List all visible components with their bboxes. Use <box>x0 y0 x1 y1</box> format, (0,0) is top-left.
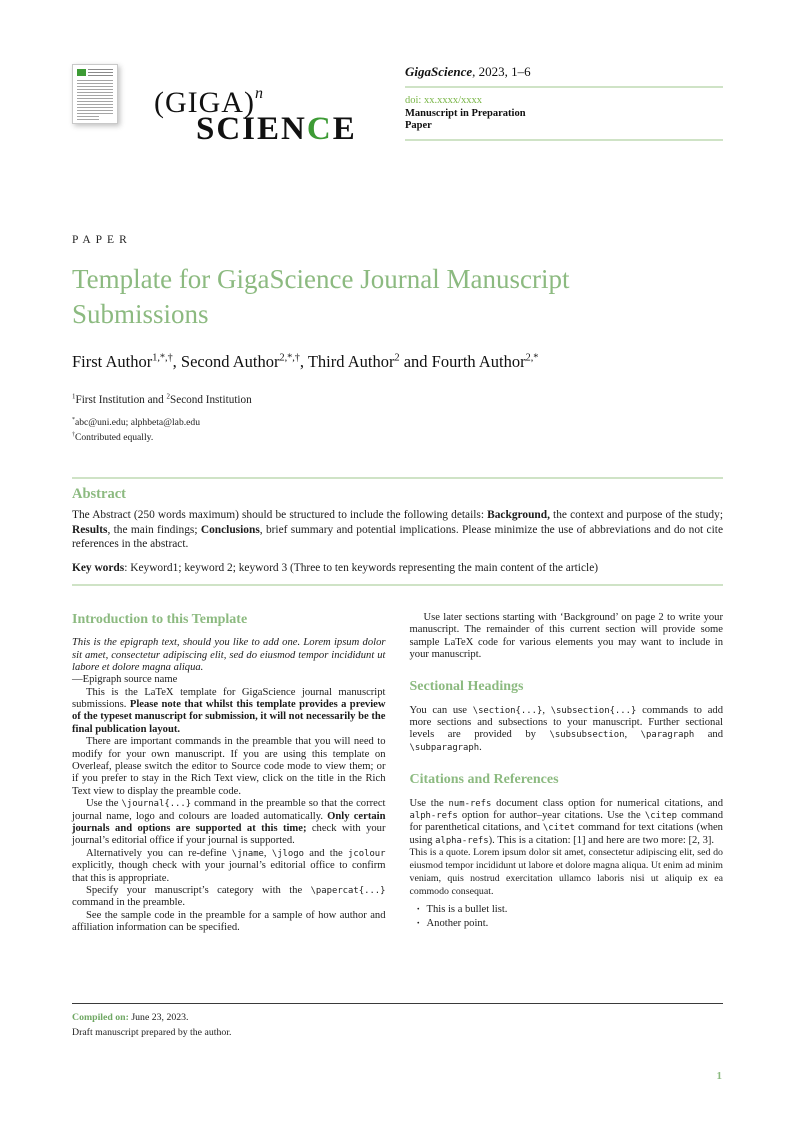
logo-giga-text: (GIGA) <box>154 86 255 119</box>
thumbnail-title-lines <box>88 69 113 76</box>
email-footnote: *abc@uni.edu; alphbeta@lab.edu <box>72 417 200 429</box>
intro-paragraph-2: There are important commands in the preamble that you will need to modify for your own manuscript. If you are using this template on Overleaf, please switch the editor to Source code mode to view them; or if you prefer to stay in the Rich Text view, click on the title in the Rich Text view to display the preamble code. <box>72 736 386 797</box>
section-heading-introduction: Introduction to this Template <box>72 611 248 627</box>
page-footer <box>72 1003 723 1040</box>
journal-name: GigaScience <box>405 64 473 79</box>
left-column <box>72 612 386 935</box>
abstract-text: The Abstract (250 words maximum) should be structured to include the following details: Background, the context and purpose of the study; Results, the main findings; Conclusions, brief summary and potential implications. Please minimize the use of abbreviations and do not cite references in the abstract. <box>72 508 724 551</box>
abstract-heading: Abstract <box>72 485 126 502</box>
authors-line: First Author$^{1,*,\dagger}$, Second Author$^{2,*,\dagger}$, Third Author$^2$ and Fourth Author$^{2,*}$ <box>72 352 539 372</box>
journal-issue-info: , 2023, 1–6 <box>472 64 531 79</box>
journal-citation-line <box>405 64 723 88</box>
citations-paragraph: Use the num-refs document class option for numerical citations, and alph-refs option for author–year citations. Use the \citep command for parenthetical citations, and \citet command for text citations (when using alpha-refs). This is a citation: [1] and here are two more: [2, 3]. <box>409 797 723 846</box>
compiled-line <box>72 1011 723 1026</box>
sectional-headings-paragraph: You can use \section{...}, \subsection{...} commands to add more sections and subsections to your manuscript. Further sectional levels are provided by \subsubsection, \paragraph and \subparagraph. <box>409 704 723 753</box>
epigraph-source: —Epigraph source name <box>72 674 178 686</box>
thumbnail-text-lines <box>77 80 113 114</box>
paper-thumbnail <box>72 64 118 124</box>
article-title <box>72 262 723 332</box>
thumbnail-header <box>77 69 113 76</box>
thumbnail-logo-mark <box>77 69 86 76</box>
logo-science-text-2: E <box>332 111 357 147</box>
draft-note: Draft manuscript prepared by the author. <box>72 1026 232 1038</box>
section-heading-sectional-headings: Sectional Headings <box>409 679 524 695</box>
later-sections-paragraph: Use later sections starting with ‘Background’ on page 2 to write your manuscript. The remainder of this current section will provide some sample LaTeX code for various elements you may want to include in your manuscript. <box>409 611 723 660</box>
epigraph-text: This is the epigraph text, should you like to add one. Lorem ipsum dolor sit amet, consectetur adipiscing elit, sed do eiusmod tempor incididunt ut labore et dolore magna aliqua. <box>72 637 386 673</box>
header-meta-block <box>405 88 723 141</box>
gigascience-logo <box>154 86 357 146</box>
intro-paragraph-1: This is the LaTeX template for GigaScience journal manuscript submissions. Please note that whilst this template provides a preview of the typeset manuscript for submission, it will not necessarily be the final publication layout. <box>72 686 386 735</box>
logo-science-text-1: SCIEN <box>196 111 307 147</box>
logo-science-green-c: C <box>306 111 333 147</box>
section-heading-citations: Citations and References <box>409 772 559 788</box>
right-column <box>410 612 724 935</box>
header-citation-block <box>405 64 723 141</box>
intro-paragraph-4: Alternatively you can re-define \jname, \jlogo and the jcolour explicitly, though check with your journal’s editorial office to confirm that this is appropriate. <box>72 847 386 884</box>
intro-paragraph-6: See the sample code in the preamble for a sample of how author and affiliation information can be specified. <box>72 909 386 934</box>
compiled-label: Compiled on: <box>72 1012 129 1023</box>
two-column-body <box>72 612 723 935</box>
abstract-section <box>72 477 723 586</box>
thumbnail-text-lines-short <box>77 116 99 121</box>
article-kicker: PAPER <box>72 234 132 246</box>
keywords-line: Key words: Keyword1; keyword 2; keyword 3 (Three to ten keywords representing the main content of the article) <box>72 561 599 574</box>
page-header <box>72 0 723 146</box>
logo-n-superscript: n <box>254 85 264 102</box>
quote-block: This is a quote. Lorem ipsum dolor sit amet, consectetur adipiscing elit, sed do eiusmod tempor incididunt ut labore et dolore magna aliqua. Ut enim ad minim veniam, quis nostrud exercitation ullamco laboris nisi ut aliquip ex ea commodo consequat. <box>409 847 723 897</box>
article-title-line1: Template for GigaScience Journal Manuscript <box>72 264 570 294</box>
doi-link[interactable]: doi: xx.xxxx/xxxx <box>405 95 483 106</box>
logo-science <box>196 113 357 146</box>
affiliations-line: $^1$First Institution and $^2$Second Institution <box>72 392 252 407</box>
compiled-date: June 23, 2023. <box>128 1012 189 1023</box>
author-footnotes <box>72 416 723 445</box>
intro-paragraph-3: Use the \journal{...} command in the preamble so that the correct journal name, logo and colours are loaded automatically. Only certain journals and options are supported at this time; check with your journal’s editorial office if your journal is supported. <box>72 798 386 847</box>
page-number: 1 <box>716 1070 722 1082</box>
manuscript-status: Manuscript in Preparation <box>405 108 526 119</box>
list-item: · This is a bullet list. <box>416 903 724 917</box>
paper-category: Paper <box>405 120 432 131</box>
bullet-list <box>416 903 724 932</box>
list-item: · Another point. <box>416 917 724 931</box>
equal-contribution-footnote: †Contributed equally. <box>72 431 154 443</box>
intro-paragraph-5: Specify your manuscript’s category with the \papercat{...} command in the preamble. <box>72 884 386 909</box>
article-title-line2: Submissions <box>72 299 209 330</box>
